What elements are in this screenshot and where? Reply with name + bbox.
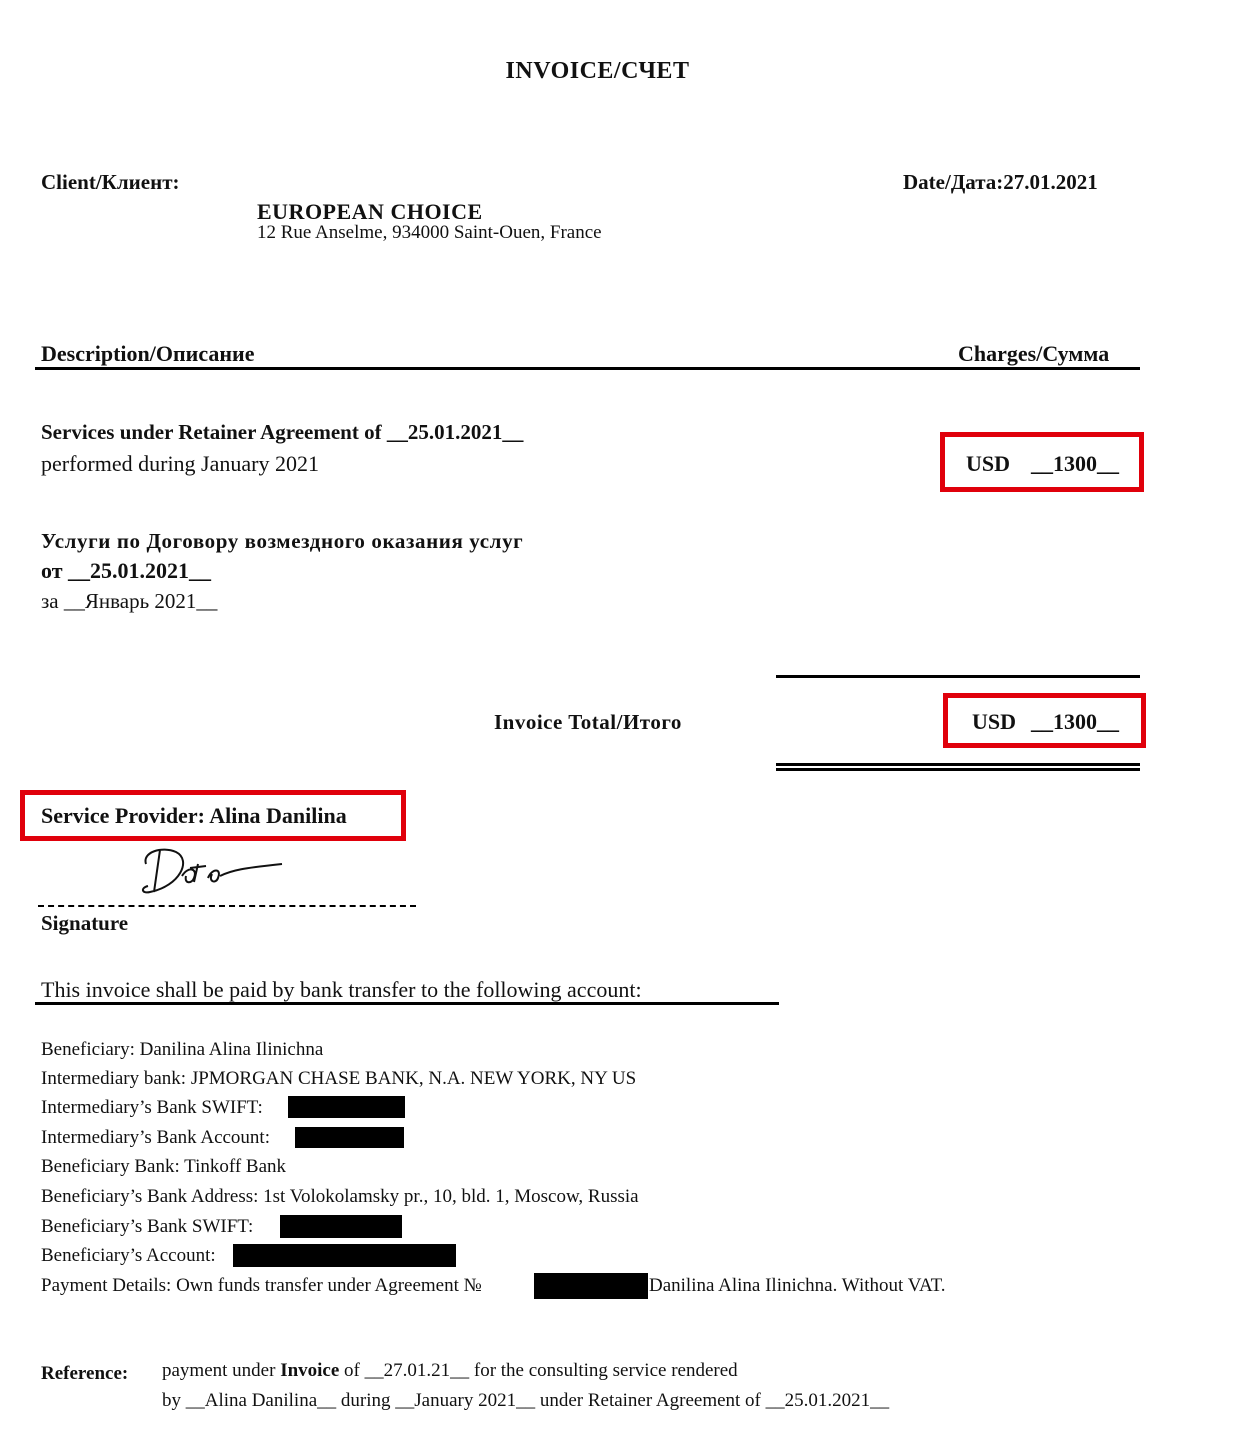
bank-intermediary: Intermediary bank: JPMORGAN CHASE BANK, N.A. NEW YORK, NY US [41,1068,637,1089]
bank-payment-details-suffix: Danilina Alina Ilinichna. Without VAT. [649,1275,946,1296]
bank-beneficiary-bank: Beneficiary Bank: Tinkoff Bank [41,1156,287,1177]
service-ru-line3: за __Январь 2021__ [41,589,218,613]
redaction-intermediary-account [295,1127,404,1148]
total-label: Invoice Total/Итого [494,710,682,734]
signature-label: Signature [41,911,129,935]
redaction-beneficiary-account [233,1244,456,1267]
date-value: 27.01.2021 [1003,170,1098,194]
bank-beneficiary: Beneficiary: Danilina Alina Ilinichna [41,1039,324,1060]
description-header: Description/Описание [41,341,255,366]
reference-label: Reference: [41,1363,129,1384]
bank-beneficiary-swift: Beneficiary’s Bank SWIFT: [41,1216,254,1237]
reference-line1-bold: Invoice [280,1360,340,1381]
bank-beneficiary-account: Beneficiary’s Account: [41,1245,216,1266]
service-provider: Service Provider: Alina Danilina [41,803,347,828]
charge-currency: USD [966,451,1011,476]
reference-line1 [162,1360,738,1382]
redaction-intermediary-swift [288,1096,405,1118]
signature-line [38,905,416,907]
total-double-rule-1 [776,763,1140,766]
charge-amount: __1300__ [1031,451,1119,476]
bank-payment-details-prefix: Payment Details: Own funds transfer under Agreement № [41,1275,482,1296]
reference-line2: by __Alina Danilina__ during __January 2021__ under Retainer Agreement of __25.01.2021__ [162,1390,890,1411]
signature-image [132,842,292,898]
bank-intermediary-swift: Intermediary’s Bank SWIFT: [41,1097,263,1118]
total-double-rule-2 [776,768,1140,771]
client-address: 12 Rue Anselme, 934000 Saint-Ouen, France [257,222,602,243]
redaction-beneficiary-swift [280,1215,402,1238]
charges-header: Charges/Сумма [958,341,1110,366]
redaction-agreement-number [534,1273,648,1299]
bank-beneficiary-address: Beneficiary’s Bank Address: 1st Volokolamsky pr., 10, bld. 1, Moscow, Russia [41,1186,639,1207]
service-en-line2: performed during January 2021 [41,451,319,476]
invoice-date [903,170,1098,195]
payment-note: This invoice shall be paid by bank transfer to the following account: [41,977,642,1002]
total-currency: USD [972,709,1017,734]
client-name: EUROPEAN CHOICE [257,199,483,224]
total-amount: __1300__ [1031,709,1119,734]
invoice-title: INVOICE/СЧЕТ [505,58,690,84]
reference-line1-post: of __27.01.21__ for the consulting service rendered [339,1360,738,1381]
client-label: Client/Клиент: [41,170,180,194]
bank-intermediary-account: Intermediary’s Bank Account: [41,1127,270,1148]
header-rule [35,367,1140,370]
service-ru-line2: от __25.01.2021__ [41,558,212,583]
service-ru-line1: Услуги по Договору возмездного оказания услуг [41,529,524,553]
date-label: Date/Дата: [903,170,1004,194]
total-top-rule [776,675,1140,678]
reference-line1-pre: payment under [162,1360,281,1381]
service-en-line1: Services under Retainer Agreement of __25.01.2021__ [41,420,524,444]
payment-note-rule [35,1002,779,1005]
